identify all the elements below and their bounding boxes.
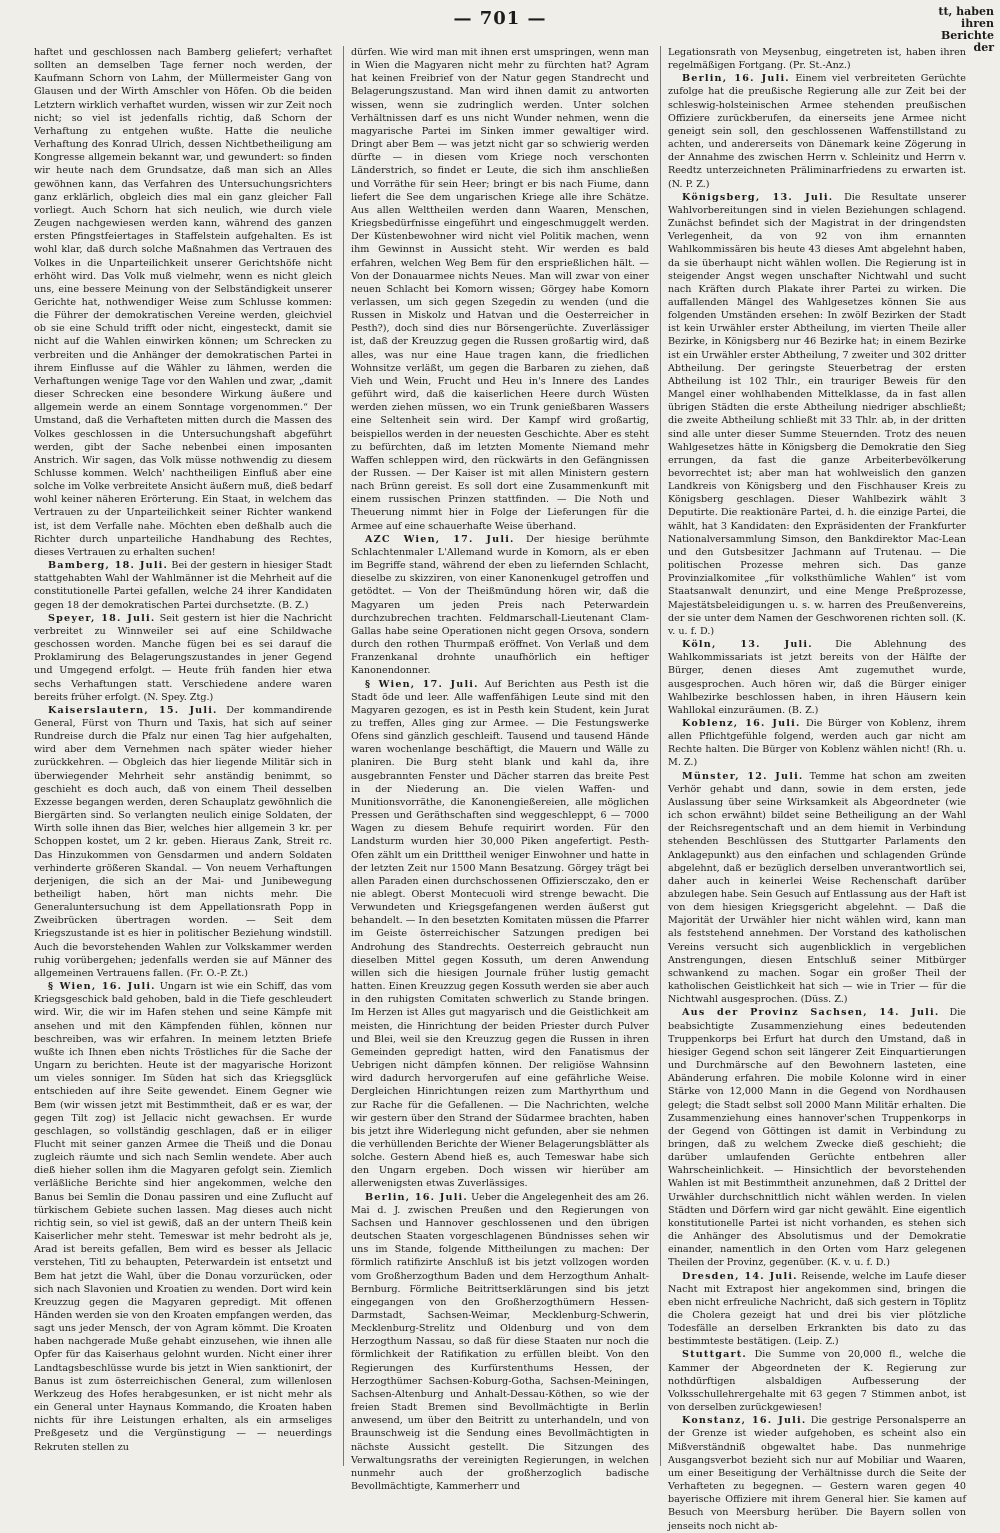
article-paragraph bbox=[351, 533, 649, 678]
column-rule-2 bbox=[660, 46, 661, 1466]
article-paragraph bbox=[668, 1348, 966, 1414]
article-text: Die Ablehnung des Wahlkommissariats ist jetzt bereits von der Hälfte der Bürger, denen dieses Amt zugemuthet wurde, ausgesprochen. Auch hören wir, daß die Bürger einiger Wahlbezirke beschlossen haben, in ihren Häusern kein Wahllokal einzuräumen. (B. Z.) bbox=[668, 639, 966, 716]
article-text: dürfen. Wie wird man mit ihnen erst umspringen, wenn man in Wien die Magyaren nicht mehr zu fürchten hat? Agram hat keinen Freibrief von der Natur gegen Standrecht und Belagerungszustand. Man wird ihnen damit zu antworten wissen, wenn sie zudringlich werden. Unter solchen Verhältnissen darf es uns nicht Wunder nehmen, wenn die magyarische Partei im Sinken immer gewaltiger wird. Dringt aber Bem — was jetzt nicht gar so schwierig werden dürfte — in diesen vom Kriege noch verschonten Länderstrich, so findet er Leute, die sich ihm anschließen und Vorräthe für sein Heer; bringt er bis nach Fiume, dann liefert die See dem ungarischen Kriege alle ihre Schätze. Aus allen Welttheilen werden dann Waaren, Menschen, Kriegsbedürfnisse eingeführt und eingeschmuggelt werden. Der Küstenbewohner wird nicht viel Politik machen, wenn ihm Gewinnst in Aussicht steht. Wir werden es bald erfahren, welchen Weg Bem für den ersprießlichen hält. — Von der Donauarmee nichts Neues. Man will zwar von einer neuen Schlacht bei Komorn wissen; Görgey habe Komorn verlassen, um sich gegen Szegedin zu wenden (und die Russen in Miskolz und Hatvan und die Oesterreicher in Pesth?), doch sind dies nur Börsengerüchte. Zuverlässiger ist, daß der Kreuzzug gegen die Russen großartig wird, daß alles, was nur eine Haue tragen kann, die friedlichen Wohnsitze verläßt, um gegen die Barbaren zu ziehen, daß Vieh und Wein, Frucht und Heu in's Innere des Landes geführt wird, daß die kaiserlichen Heere durch Wüsten werden ziehen müssen, wo ein Trunk genießbaren Wassers eine Seltenheit sein wird. Der Kampf wird großartig, beispiellos werden in der neuesten Geschichte. Aber es steht zu befürchten, daß im letzten Momente Niemand mehr Waffen schleppen wird, den rückwärts in den Gefängnissen der Russen. — Der Kaiser ist mit allen Ministern gestern nach Brünn gereist. Es soll dort eine Zusammenkunft mit einem russischen Prinzen stattfinden. — Die Noth und Theuerung nimmt hier in Folge der Lieferungen für die Armee auf eine schauerhafte Weise überhand. bbox=[351, 47, 649, 532]
article-paragraph bbox=[668, 1270, 966, 1349]
dateline: Speyer, 18. Juli. bbox=[48, 612, 156, 624]
article-paragraph bbox=[34, 980, 332, 1454]
article-paragraph bbox=[351, 678, 649, 1191]
dateline: Konstanz, 16. Juli. bbox=[682, 1415, 807, 1427]
article-text: Temme hat schon am zweiten Verhör gehabt und dann, sowie in dem ersten, jede Auslassung über seine Wirksamkeit als Abgeordneter (wie ich schon erwähnt) bildet seine Betheiligung an der Wahl der Reichsregentschaft und an dem hiemit in Verbindung stehenden Beschlüssen des Stuttgarter Parlaments den Anklagepunkt) aus den einfachen und schlagenden Gründe abgelehnt, daß er bezüglich derselben unverantwortlich sei, daher auch in keinerlei Weise Rechenschaft darüber abzulegen habe. Sein Gesuch auf Entlassung aus der Haft ist von dem hiesigen Kriegsgericht abgelehnt. — Daß die Majorität der Urwähler hier nicht wählen wird, kann man als feststehend annehmen. Der Vorstand des katholischen Vereins versucht sich augenblicklich in vergeblichen Anstrengungen, diesen Entschluß seiner Mitbürger schwankend zu machen. Sogar ein großer Theil der katholischen Geistlichkeit hat sich — wie in Trier — für die Nichtwahl ausgesprochen. (Düss. Z.) bbox=[668, 770, 966, 1006]
article-text: Reisende, welche im Laufe dieser Nacht mit Extrapost hier angekommen sind, bringen die eben nicht erfreuliche Nachricht, daß sich gestern in Töplitz die Cholera gezeigt hat und drei bis vier plötzliche Todesfälle an derselben Erkrankten bis dato zu das bestimmteste bestätigen. (Leip. Z.) bbox=[668, 1270, 966, 1348]
dateline: § Wien, 17. Juli. bbox=[365, 678, 479, 690]
column-1 bbox=[34, 46, 332, 1476]
dateline: Köln, 13. Juli. bbox=[682, 639, 813, 651]
article-text: Auf Berichten aus Pesth ist die Stadt öde und leer. Alle waffenfähigen Leute sind mit den Magyaren gezogen, es ist in Pesth kein Student, kein Jurat zu treffen, Alles ging zur Armee. — Die Festungswerke Ofens sind gänzlich geschleift. Tausend und tausend Hände waren wochenlange beschäftigt, die Mauern und Wälle zu planiren. Die Burg steht blank und kahl da, ihre ausgebrannten Fenster und Dächer starren das breite Pest in der Niederung an. Die vielen Waffen- und Munitionsvorräthe, die Kanonengießereien, alle möglichen Pressen und Geräthschaften sind weggeschleppt, 6 — 7000 Wagen zu diesem Behufe requirirt worden. Für den Landsturm wurden hier 30,000 Piken angefertigt. Pesth-Ofen zählt um ein Dritttheil weniger Einwohner und hatte in der letzten Zeit nur 1500 Mann Besatzung. Görgey trägt bei allen Paraden einen durchschossenen Offiziersczako, den er nie ablegt. Oberst Montecuoli wird strenge bewacht. Die Verwundeten und Kriegsgefangenen werden äußerst gut behandelt. — In den besetzten Komitaten müssen die Pfarrer im Geiste österreichischer Satzungen predigen bei Androhung des Standrechts. Oesterreich gebraucht nun dieselben Mittel gegen Kossuth, um deren Anwendung willen sich die hiesigen Journale früher lustig gemacht hatten. Einen Kreuzzug gegen Kossuth werden sie aber auch in den ruhigsten Comitaten schwerlich zu Stande bringen. Im Herzen ist Alles gut magyarisch und die Geistlichkeit am meisten, die Hinrichtung der beiden Priester durch Pulver und Blei, weil sie den Kreuzzug gegen die Russen in ihren Gemeinden gepredigt hatten, wird den Fanatismus der Uebrigen nicht dämpfen können. Der religiöse Wahnsinn wird dadurch hervorgerufen auf eine gefährliche Weise. Dergleichen Hinrichtungen reizen zum Marthyrthum und zur Rache für die Gefallenen. — Die Nachrichten, welche wir gestern über den Strand der Südarmee brachten, haben bis jetzt ihre Widerlegung nicht gefunden, aber sie nehmen die verhüllenden Berichte der Wiener Belagerungsblätter als solche. Gestern Abend hieß es, auch Temeswar habe sich den Ungarn ergeben. Doch wissen wir hierüber am allerwenigsten etwas Zuverlässiges. bbox=[351, 678, 649, 1190]
column-2 bbox=[351, 46, 649, 1493]
dateline: Königsberg, 13. Juli. bbox=[682, 191, 834, 203]
article-text: Legationsrath von Meysenbug, eingetreten ist, haben ihren regelmäßigen Fortgang. (Pr. St.-Anz.) bbox=[668, 47, 966, 72]
article-text: Die Bürger von Koblenz, ihrem allen Pflichtgefühle folgend, werden auch gar nicht am Rechte halten. Die Bürger von Koblenz wählen nicht! (Rh. u. M. Z.) bbox=[668, 717, 966, 769]
page-number: — 701 — bbox=[453, 8, 547, 29]
dateline: Stuttgart. bbox=[682, 1349, 747, 1361]
article-text: haftet und geschlossen nach Bamberg geliefert; verhaftet sollten an demselben Tage ferner noch werden, der Kaufmann Schorn von Lahm, der Müllermeister Gang von Glausen und der Wirth Amschler von Höfen. Ob die beiden Letztern wirklich verhaftet wurden, wissen wir zur Zeit noch nicht; so viel ist jedenfalls richtig, daß Schorn der Verhaftung zu entgehen wußte. Hatte die neuliche Verhaftung des Konrad Ulrich, dessen Nichtbetheiligung am Kongresse allgemein bekannt war, und gewundert: so finden wir heute nach dem Grundsatze, daß man sich an Alles gewöhnen kann, das Verfahren des Untersuchungsrichters ganz erklärlich, obgleich dies mal ein ganz gleicher Fall vorliegt. Auch Schorn hat sich neulich, wie durch viele Zeugen nachgewiesen werden kann, während des ganzen ersten Pfingstfeiertages in Staffelstein aufgehalten. Es ist wohl klar, daß durch solche Maßnahmen das Vertrauen des Volkes in die Unparteilichkeit unserer Gerichtshöfe nicht erhöht wird. Das Volk muß vielmehr, wenn es nicht gleich uns, eine bessere Meinung von der Selbständigkeit unserer Gerichte hat, nothwendiger Weise zum Schlusse kommen: die Führer der demokratischen Vereine werden, gleichviel ob sie eine Schuld trifft oder nicht, eingesteckt, damit sie nicht auf die Wahlen einwirken können; um Schrecken zu verbreiten und die Anhänger der demokratischen Partei in ihrem Einflusse auf die Wähler zu lähmen, werden die Verhaftungen wenige Tage vor den Wahlen und zwar, „damit dieser Schrecken eine besondere Wirkung äußere und allgemein werde an einem Sonntage vorgenommen.“ Der Umstand, daß die Verhafteten mitten durch die Massen des Volkes geschlossen in die Untersuchungshaft abgeführt werden, gibt der Sache nebenbei einen imposanten Anstrich. Wir sagen, das Volk müsse nothwendig zu diesem Schlusse kommen. Welch' nachtheiligen Einfluß aber eine solche im Volke verbreitete Ansicht äußern muß, dieß bedarf wohl keiner näheren Erörterung. Ein Staat, in welchem das Vertrauen zu der Unparteilichkeit seiner Richter wankend ist, ist dem Verfalle nahe. Möchten eben deßhalb auch die Richter durch unparteiliche Handhabung des Rechtes, dieses Vertrauen zu erhalten suchen! bbox=[34, 47, 332, 558]
article-text: Die Summe von 20,000 fl., welche die Kammer der Abgeordneten der K. Regierung zur nothdürftigen alsbaldigen Aufbesserung der Volksschullehrergehalte mit 63 gegen 7 Stimmen anbot, ist von derselben zurückgewiesen! bbox=[668, 1349, 966, 1414]
dateline: Aus der Provinz Sachsen, 14. Juli. bbox=[682, 1007, 940, 1019]
article-paragraph bbox=[34, 559, 332, 612]
column-3 bbox=[668, 46, 966, 1532]
article-paragraph bbox=[351, 46, 649, 533]
article-paragraph bbox=[34, 612, 332, 704]
article-paragraph bbox=[34, 46, 332, 559]
article-paragraph bbox=[668, 770, 966, 1007]
dateline: Bamberg, 18. Juli. bbox=[48, 560, 169, 572]
article-text: Der kommandirende General, Fürst von Thurn und Taxis, hat sich auf seiner Rundreise durch die Pfalz nur einen Tag hier aufgehalten, wird aber dem Vernehmen nach später wieder hieher zurückkehren. — Obgleich das hier liegende Militär sich in überwiegender Mehrheit sehr anständig benimmt, so geschieht es doch auch, daß von einem Theil desselben Exzesse begangen werden, deren Schauplatz gewöhnlich die Biergärten sind. So verlangten neulich einige Soldaten, der Wirth solle ihnen das Bier, welches hier allgemein 3 kr. per Schoppen kostet, um 2 kr. geben. Hieraus Zank, Streit rc. Das Hinzukommen von Gensdarmen und andern Soldaten verhinderte größeren Skandal. — Von neuem Verhaftungen derjenigen, die sich an der Mai- und Junibewegung betheiligt haben, hört man nichts mehr. Die Generaluntersuchung ist dem Appellationsrath Popp in Zweibrücken übertragen worden. — Seit dem Kriegszustande ist es hier in politischer Beziehung windstill. Auch die bevorstehenden Wahlen zur Volkskammer werden ruhig vorübergehen; jedenfalls werden sie auf Männer des allgemeinen Vertrauens fallen. (Fr. O.-P. Zt.) bbox=[34, 704, 332, 979]
dateline: Berlin, 16. Juli. bbox=[682, 73, 790, 85]
article-paragraph bbox=[668, 638, 966, 717]
article-text: Der hiesige berühmte Schlachtenmaler L'Allemand wurde in Komorn, als er eben im Begriffe stand, während der eben zu liefernden Schlacht, dieselbe zu skizziren, von einer Kanonenkugel getroffen und getödtet. — Von der Theißmündung hören wir, daß die Magyaren um jeden Preis nach Peterwardein durchzubrechen trachten. Feldmarschall-Lieutenant Clam-Gallas habe seine Operationen nicht gegen Orsova, sondern durch den rothen Thurmpaß eröffnet. Von Verlaß und dem Franzenkanal drohnte unaufhörlich ein heftiger Kanonendonner. bbox=[351, 533, 649, 677]
dateline: Münster, 12. Juli. bbox=[682, 770, 804, 782]
article-text: Seit gestern ist hier die Nachricht verbreitet zu Winnweiler sei auf eine Schildwache geschossen worden. Manche fügen bei es sei darauf die Proklamirung des Belagerungszustandes in jener Gegend und Umgegend erfolgt. — Heute früh fanden hier etwa sechs Verhaftungen statt. Verschiedene andere waren bereits früher erfolgt. (N. Spey. Ztg.) bbox=[34, 612, 332, 703]
column-rule-1 bbox=[343, 46, 344, 1466]
article-text: Die beabsichtigte Zusammenziehung eines bedeutenden Truppenkorps bei Erfurt hat durch den Umstand, daß in hiesiger Gegend schon seit längerer Zeit Einquartierungen und Durchmärsche auf den Bewohnern lasteten, eine Abänderung erfahren. Die mobile Kolonne wird in einer Stärke von 12,000 Mann in die Gegend von Nordhausen gelegt; die Stadt selbst soll 2000 Mann Militär erhalten. Die Zusammenziehung eines hannover'schen Truppenkorps in der Gegend von Göttingen ist damit in Verbindung zu bringen, daß zu welchem Zwecke dieß geschieht; die darüber umlaufenden Gerüchte entbehren aller Wahrscheinlichkeit. — Hinsichtlich der bevorstehenden Wahlen ist mit Bestimmtheit anzunehmen, daß 2 Drittel der Urwähler durchschnittlich nicht wählen werden. In vielen Städten und Dörfern wird gar nicht gewählt. Eine eigentlich konstitutionelle Partei ist nicht vorhanden, es stehen sich die Anhänger des Absolutismus und der Demokratie einander, namentlich in den Orten vom Harz gelegenen Theilen der Provinz, gegenüber. (K. v. u. f. D.) bbox=[668, 1007, 966, 1269]
dateline: Kaiserslautern, 15. Juli. bbox=[48, 704, 218, 716]
article-text: Die gestrige Personalsperre an der Grenze ist wieder aufgehoben, es scheint also ein Mißverständniß obgewaltet habe. Das nunmehrige Ausgangsverbot bezieht sich nur auf Mobiliar und Waaren, um einer Beseitigung der Verhältnisse durch die Seite der Verhafteten zu begegnen. — Gestern waren gegen 40 bayerische Offiziere mit ihrem General hier. Sie kamen auf Besuch von Meersburg herüber. Die Bayern sollen von jenseits noch nicht ab- bbox=[668, 1415, 966, 1532]
article-paragraph bbox=[668, 191, 966, 638]
article-text: Ueber die Angelegenheit des am 26. Mai d. J. zwischen Preußen und den Regierungen von Sachsen und Hannover geschlossenen und den übrigen deutschen Staaten vorgeschlagenen Bündnisses sehen wir uns im Stande, folgende Mittheilungen zu machen: Der förmlich ratifizirte Anschluß ist bis jetzt vollzogen worden vom Großherzogthum Baden und dem Herzogthum Anhalt-Bernburg. Förmliche Beitrittserklärungen sind bis jetzt eingegangen von den Großherzogthümern Hessen-Darmstadt, Sachsen-Weimar, Mecklenburg-Schwerin, Mecklenburg-Strelitz und Oldenburg und von dem Herzogthum Nassau, so daß für diese Staaten nur noch die förmlichkeit der Ratifikation zu erfüllen bleibt. Von den Regierungen des Kurfürstenthums Hessen, der Herzogthümer Sachsen-Koburg-Gotha, Sachsen-Meiningen, Sachsen-Altenburg und Anhalt-Dessau-Köthen, so wie der freien Stadt Bremen sind Bevollmächtigte in Berlin anwesend, um über den Beitritt zu unterhandeln, und von Braunschweig ist die Sendung eines Bevollmächtigten in nächste Aussicht gestellt. Die Sitzungen des Verwaltungsraths der vereinigten Regierungen, in welchen nunmehr auch der großherzoglich badische Bevollmächtigte, Kammerherr und bbox=[351, 1191, 649, 1493]
article-paragraph bbox=[668, 717, 966, 770]
article-paragraph bbox=[668, 1006, 966, 1269]
dateline: § Wien, 16. Juli. bbox=[48, 981, 156, 993]
article-paragraph bbox=[668, 46, 966, 72]
corner-fragment: tt, haben ihren Berichte der bbox=[938, 5, 994, 55]
article-paragraph bbox=[668, 1414, 966, 1532]
article-paragraph bbox=[351, 1191, 649, 1494]
dateline: Berlin, 16. Juli. bbox=[365, 1191, 468, 1203]
article-text: Die Resultate unserer Wahlvorbereitungen sind in vielen Beziehungen schlagend. Zunächst befindet sich der Magistrat in der dringendsten Verlegenheit, da von 92 von ihm ernannten Wahlkommissären bis heute 43 dieses Amt abgelehnt haben, da sie überhaupt nicht wählen wollen. Die Regierung ist in steigender Angst wegen unschafter Nichtwahl und sucht nach Kräften durch Plakate ihrer Partei zu wirken. Die auffallenden Mängel des Wahlgesetzes können Sie aus folgenden Umständen ersehen: In zwölf Bezirken der Stadt ist kein Urwähler erster Abtheilung, im vierten Theile aller Bezirke, in Königsberg nur 46 Bezirke hat; in einem Bezirke ist ein Urwähler erster Abtheilung, 7 zweiter und 302 dritter Abtheilung. Der geringste Steuerbetrag der ersten Abtheilung ist 102 Thlr., ein trauriger Beweis für den Mangel einer wohlhabenden Mittelklasse, da in fast allen übrigen Städten die erste Abtheilung niedriger abschließt; die zweite Abtheilung schließt mit 33 Thlr. ab, in der dritten sind alle unter dieser Summe Steuernden. Trotz des neuen Wahlgesetzes hätte in Königsberg die Demokratie den Sieg errungen, da fast die ganze Arbeiterbevölkerung bevorrechtet ist; aber man hat wohlweislich den ganzen Landkreis von Königsberg und den Fischhauser Kreis zu Königsberg geschlagen. Dieser Wahlbezirk wählt 3 Deputirte. Die reaktionäre Partei, d. h. die einzige Partei, die wählt, hat 3 Kandidaten: den Expräsidenten der Frankfurter Nationalversammlung Simson, den Bankdirektor Mac-Lean und den Gutsbesitzer Jachmann auf Trutenau. — Die politischen Prozesse mehren sich. Das ganze Provinzialkomitee „für volksthümliche Wahlen“ ist vom Staatsanwalt denunzirt, und eine Menge Preßprozesse, Majestätsbeleidigungen u. s. w. harren des Preußenvereins, der sie unter dem Namen der Geschworenen richten soll. (K. v. u. f. D.) bbox=[668, 191, 966, 637]
dateline: AZC Wien, 17. Juli. bbox=[365, 533, 515, 545]
article-text: Ungarn ist wie ein Schiff, das vom Kriegsgeschick bald gehoben, bald in die Tiefe geschleudert wird. Wir, die wir im Hafen stehen und seine Kämpfe mit ansehen und mit den Kämpfenden fühlen, können nur beschreiben, was wir erfahren. In meinem letzten Briefe wußte ich Ihnen eben nichts Tröstliches für die Sache der Ungarn zu berichten. Heute ist der magyarische Horizont um vieles sonniger. Im Süden hat sich das Kriegsglück entschieden auf ihre Seite gewendet. Einem Gegner wie Bem (wir wissen jetzt mit Bestimmtheit, daß er es war, der gegen Tilt zog) ist Jellacic nicht gewachsen. Er wurde geschlagen, so vollständig geschlagen, daß er in eiliger Flucht mit seiner ganzen Armee die Theiß und die Donau zugleich räumte und sich nach Semlin wendete. Aber auch dieß hieher sollen ihm die Magyaren gefolgt sein. Ziemlich verläßliche Berichte sind hier angekommen, welche den Banus bei Semlin die Donau passiren und eine Zuflucht auf türkischem Gebiete suchen lassen. Mag dieses auch nicht richtig sein, so viel ist gewiß, daß an der untern Theiß kein Kaiserlicher mehr steht. Temeswar ist mehr bedroht als je, Arad ist bereits gefallen, Bem wird es besser als Jellacic verstehen, Titl zu behaupten, Peterwardein ist entsetzt und Bem hat jetzt die Wahl, über die Donau vorzurücken, oder sich nach Slavonien und Kroatien zu wenden. Dort wird kein Kreuzzug gegen die Magyaren gepredigt. Mit offenen Händen werden sie von den Kroaten empfangen werden, das sagt uns jeder Mensch, der von Agram kömmt. Die Kroaten haben nachgerade Muße gehabt einzusehen, wie ihnen alle Opfer für das Kaiserhaus gelohnt wurden. Nicht einer ihrer Landtagsbeschlüsse wurde bis jetzt in Wien sanktionirt, der Banus ist zum österreichischen General, zum willenlosen Werkzeug des Hofes herabgesunken, er ist nicht mehr als ein General unter Haynaus Kommando, die Kroaten haben nichts für ihre Leistungen erhalten, als ein armseliges Preßgesetz und die Vergünstigung — — neuerdings Rekruten stellen zu bbox=[34, 981, 332, 1453]
article-text: Einem viel verbreiteten Gerüchte zufolge hat die preußische Regierung alle zur Zeit bei der schleswig-holsteinischen Armee stehenden preußischen Offiziere zurückberufen, da einerseits jene Armee nicht geneigt sein soll, den geschlossenen Waffenstillstand zu achten, und andererseits von Dänemark keine Zögerung in der Annahme des zwischen Herrn v. Schleinitz und Herrn v. Reedtz unterzeichneten Präliminarfriedens zu erwarten ist. (N. P. Z.) bbox=[668, 73, 966, 190]
article-paragraph bbox=[34, 704, 332, 980]
article-text: Bei der gestern in hiesiger Stadt stattgehabten Wahl der Wahlmänner ist die Mehrheit auf die constitutionelle Partei gefallen, welche 24 ihrer Kandidaten gegen 18 der demokratischen Partei durchsetzte. (B. Z.) bbox=[34, 560, 332, 611]
dateline: Koblenz, 16. Juli. bbox=[682, 717, 801, 729]
article-paragraph bbox=[668, 72, 966, 190]
dateline: Dresden, 14. Juli. bbox=[682, 1270, 798, 1282]
